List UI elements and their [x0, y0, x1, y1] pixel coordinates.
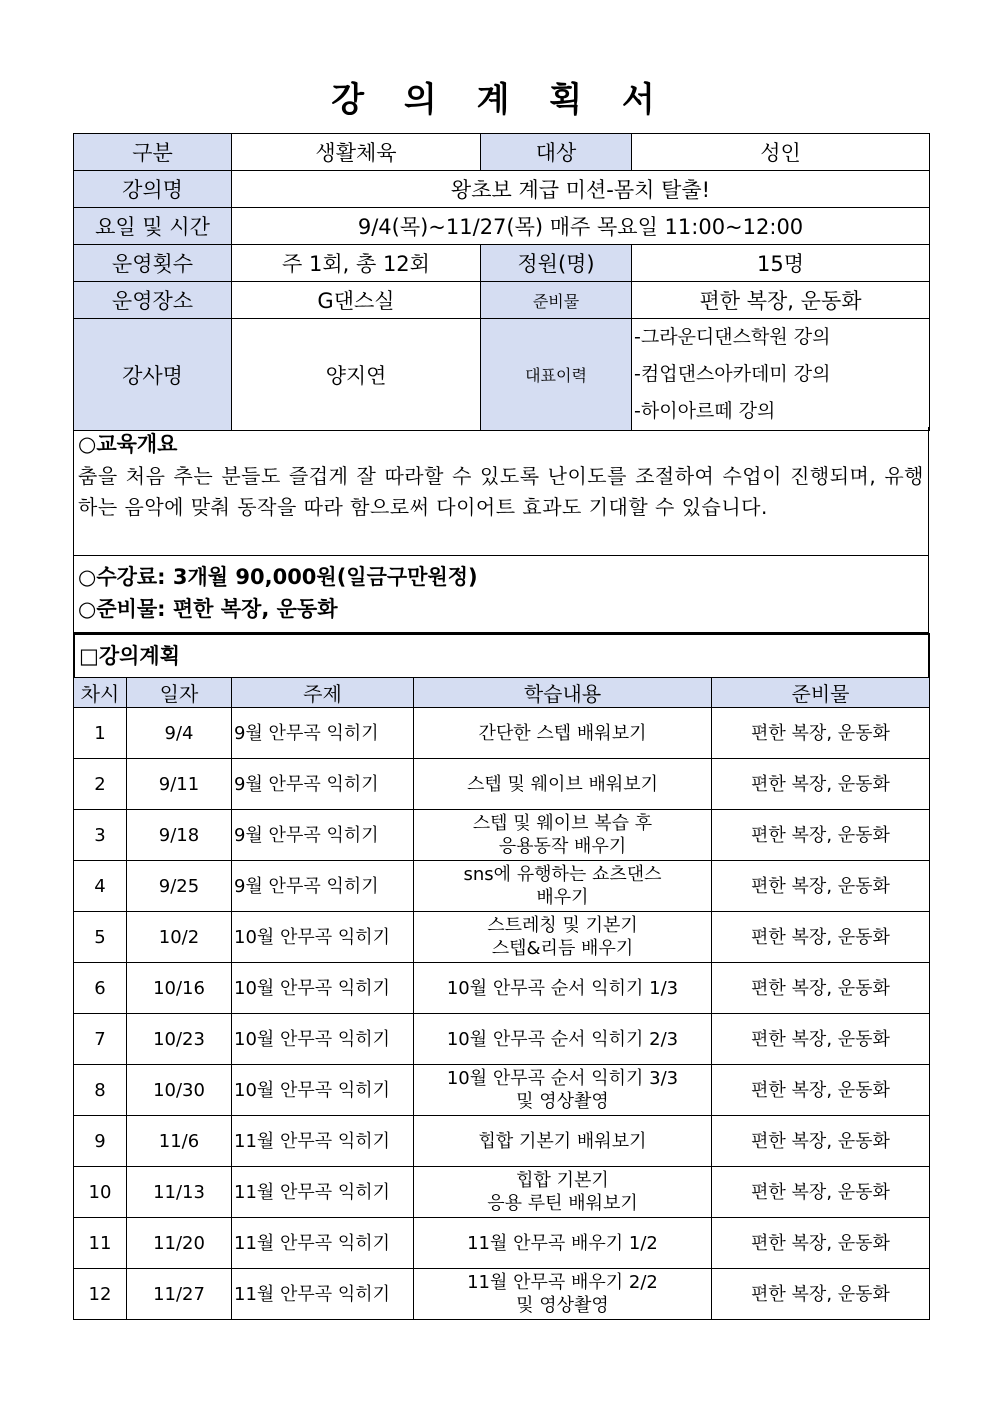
session-topic: 9월 안무곡 익히기: [232, 759, 414, 810]
session-content: [414, 1269, 712, 1320]
session-content: [414, 1167, 712, 1218]
content-line: sns에 유행하는 쇼츠댄스: [463, 864, 662, 885]
content-line: 스트레칭 및 기본기: [487, 915, 638, 936]
table-row: [74, 861, 930, 912]
career-item: -그라운디댄스학원 강의: [634, 326, 831, 348]
page-title: 강 의 계 획 서: [331, 80, 669, 120]
venue-label: 운영장소: [74, 282, 232, 319]
content-line: 및 영상촬영: [516, 1295, 609, 1316]
table-row: [74, 1116, 930, 1167]
table-row: [74, 1065, 930, 1116]
session-supplies: 편한 복장, 운동화: [712, 912, 930, 963]
session-topic: 10월 안무곡 익히기: [232, 912, 414, 963]
target-value: 성인: [632, 134, 930, 171]
table-row: [74, 1167, 930, 1218]
capacity-value: 15명: [632, 245, 930, 282]
session-topic: 9월 안무곡 익히기: [232, 810, 414, 861]
career-list: [632, 319, 930, 431]
session-supplies: 편한 복장, 운동화: [712, 1269, 930, 1320]
session-date: 9/11: [127, 759, 232, 810]
plan-body: [74, 708, 930, 1320]
session-supplies: 편한 복장, 운동화: [712, 1167, 930, 1218]
session-content: [414, 810, 712, 861]
content-line: 10월 안무곡 순서 익히기 2/3: [446, 1028, 679, 1050]
session-date: 11/27: [127, 1269, 232, 1320]
career-item: -컴업댄스아카데미 강의: [634, 363, 831, 385]
session-date: 10/23: [127, 1014, 232, 1065]
plan-heading-box: [73, 633, 930, 679]
sessions-value: 주 1회, 총 12회: [232, 245, 481, 282]
content-line: 힙합 기본기 배워보기: [478, 1130, 647, 1152]
overview-section: [73, 427, 929, 556]
session-content: [414, 708, 712, 759]
content-line: 배우기: [536, 887, 589, 908]
column-header: 차시: [74, 678, 127, 708]
content-line: 스텝 및 웨이브 배워보기: [466, 773, 659, 795]
fee-section: [73, 556, 929, 633]
session-number: 5: [74, 912, 127, 963]
session-content: [414, 1218, 712, 1269]
session-content: [414, 912, 712, 963]
category-label: 구분: [74, 134, 232, 171]
session-supplies: 편한 복장, 운동화: [712, 963, 930, 1014]
course-info-table: [73, 133, 930, 431]
session-content: [414, 963, 712, 1014]
session-number: 4: [74, 861, 127, 912]
content-line: 스텝&리듬 배우기: [491, 938, 634, 959]
session-date: 10/2: [127, 912, 232, 963]
content-line: 11월 안무곡 배우기 2/2: [467, 1272, 658, 1293]
content-line: 10월 안무곡 순서 익히기 1/3: [446, 977, 679, 999]
table-row: [74, 1014, 930, 1065]
content-line: 10월 안무곡 순서 익히기 3/3: [446, 1068, 679, 1089]
session-number: 10: [74, 1167, 127, 1218]
session-date: 9/4: [127, 708, 232, 759]
session-date: 10/30: [127, 1065, 232, 1116]
capacity-label: 정원(명): [481, 245, 632, 282]
session-date: 10/16: [127, 963, 232, 1014]
course-value: 왕초보 계급 미션-몸치 탈출!: [232, 171, 930, 208]
session-supplies: 편한 복장, 운동화: [712, 759, 930, 810]
table-row: [74, 1269, 930, 1320]
venue-value: G댄스실: [232, 282, 481, 319]
schedule-label: 요일 및 시간: [74, 208, 232, 245]
column-header: 학습내용: [414, 678, 712, 708]
info-row-instructor: [74, 319, 930, 431]
table-row: [74, 912, 930, 963]
session-number: 1: [74, 708, 127, 759]
content-line: 간단한 스텝 배워보기: [478, 722, 647, 744]
table-row: [74, 759, 930, 810]
session-supplies: 편한 복장, 운동화: [712, 1218, 930, 1269]
career-label: 대표이력: [481, 319, 632, 431]
info-row-schedule: [74, 208, 930, 245]
session-supplies: 편한 복장, 운동화: [712, 1065, 930, 1116]
session-date: 11/13: [127, 1167, 232, 1218]
session-content: [414, 1065, 712, 1116]
session-number: 11: [74, 1218, 127, 1269]
content-line: 힙합 기본기: [516, 1170, 609, 1191]
session-supplies: 편한 복장, 운동화: [712, 810, 930, 861]
column-header: 일자: [127, 678, 232, 708]
info-row-course: [74, 171, 930, 208]
table-row: [74, 963, 930, 1014]
session-date: 9/25: [127, 861, 232, 912]
session-number: 7: [74, 1014, 127, 1065]
column-header: 준비물: [712, 678, 930, 708]
session-content: [414, 861, 712, 912]
column-header: 주제: [232, 678, 414, 708]
fee-line: ○수강료: 3개월 90,000원(일금구만원정): [78, 565, 478, 589]
session-topic: 9월 안무곡 익히기: [232, 861, 414, 912]
session-supplies: 편한 복장, 운동화: [712, 708, 930, 759]
table-row: [74, 810, 930, 861]
session-topic: 11월 안무곡 익히기: [232, 1218, 414, 1269]
session-date: 11/6: [127, 1116, 232, 1167]
supplies-line: ○준비물: 편한 복장, 운동화: [78, 597, 338, 621]
session-supplies: 편한 복장, 운동화: [712, 1116, 930, 1167]
table-row: [74, 708, 930, 759]
session-number: 12: [74, 1269, 127, 1320]
instructor-label: 강사명: [74, 319, 232, 431]
session-supplies: 편한 복장, 운동화: [712, 861, 930, 912]
content-line: 스텝 및 웨이브 복습 후: [472, 813, 653, 834]
content-line: 응용동작 배우기: [498, 836, 627, 857]
plan-header-row: [74, 678, 930, 708]
schedule-value: 9/4(목)~11/27(목) 매주 목요일 11:00~12:00: [232, 208, 930, 245]
category-value: 생활체육: [232, 134, 481, 171]
supplies-label: 준비물: [481, 282, 632, 319]
session-content: [414, 1116, 712, 1167]
content-line: 응용 루틴 배워보기: [487, 1193, 638, 1214]
target-label: 대상: [481, 134, 632, 171]
session-number: 2: [74, 759, 127, 810]
session-content: [414, 759, 712, 810]
session-date: 9/18: [127, 810, 232, 861]
info-row-sessions: [74, 245, 930, 282]
overview-heading: ○교육개요: [78, 432, 178, 456]
sessions-label: 운영횟수: [74, 245, 232, 282]
session-topic: 11월 안무곡 익히기: [232, 1269, 414, 1320]
session-topic: 9월 안무곡 익히기: [232, 708, 414, 759]
content-line: 및 영상촬영: [516, 1091, 609, 1112]
plan-heading: □강의계획: [79, 644, 180, 668]
session-topic: 11월 안무곡 익히기: [232, 1167, 414, 1218]
overview-text: 춤을 처음 추는 분들도 즐겁게 잘 따라할 수 있도록 난이도를 조절하여 수업이 진행되며, 유행하는 음악에 맞춰 동작을 따라 함으로써 다이어트 효과도 기대할 수 있습니다.: [78, 464, 924, 519]
session-number: 3: [74, 810, 127, 861]
lecture-plan-table: [73, 677, 930, 1320]
session-topic: 11월 안무곡 익히기: [232, 1116, 414, 1167]
session-number: 9: [74, 1116, 127, 1167]
supplies-value: 편한 복장, 운동화: [632, 282, 930, 319]
session-topic: 10월 안무곡 익히기: [232, 1065, 414, 1116]
session-topic: 10월 안무곡 익히기: [232, 963, 414, 1014]
info-row-category: [74, 134, 930, 171]
session-topic: 10월 안무곡 익히기: [232, 1014, 414, 1065]
info-row-venue: [74, 282, 930, 319]
table-row: [74, 1218, 930, 1269]
session-supplies: 편한 복장, 운동화: [712, 1014, 930, 1065]
session-number: 6: [74, 963, 127, 1014]
course-label: 강의명: [74, 171, 232, 208]
instructor-value: 양지연: [232, 319, 481, 431]
session-date: 11/20: [127, 1218, 232, 1269]
career-item: -하이아르떼 강의: [634, 400, 776, 422]
session-content: [414, 1014, 712, 1065]
content-line: 11월 안무곡 배우기 1/2: [467, 1232, 658, 1254]
session-number: 8: [74, 1065, 127, 1116]
